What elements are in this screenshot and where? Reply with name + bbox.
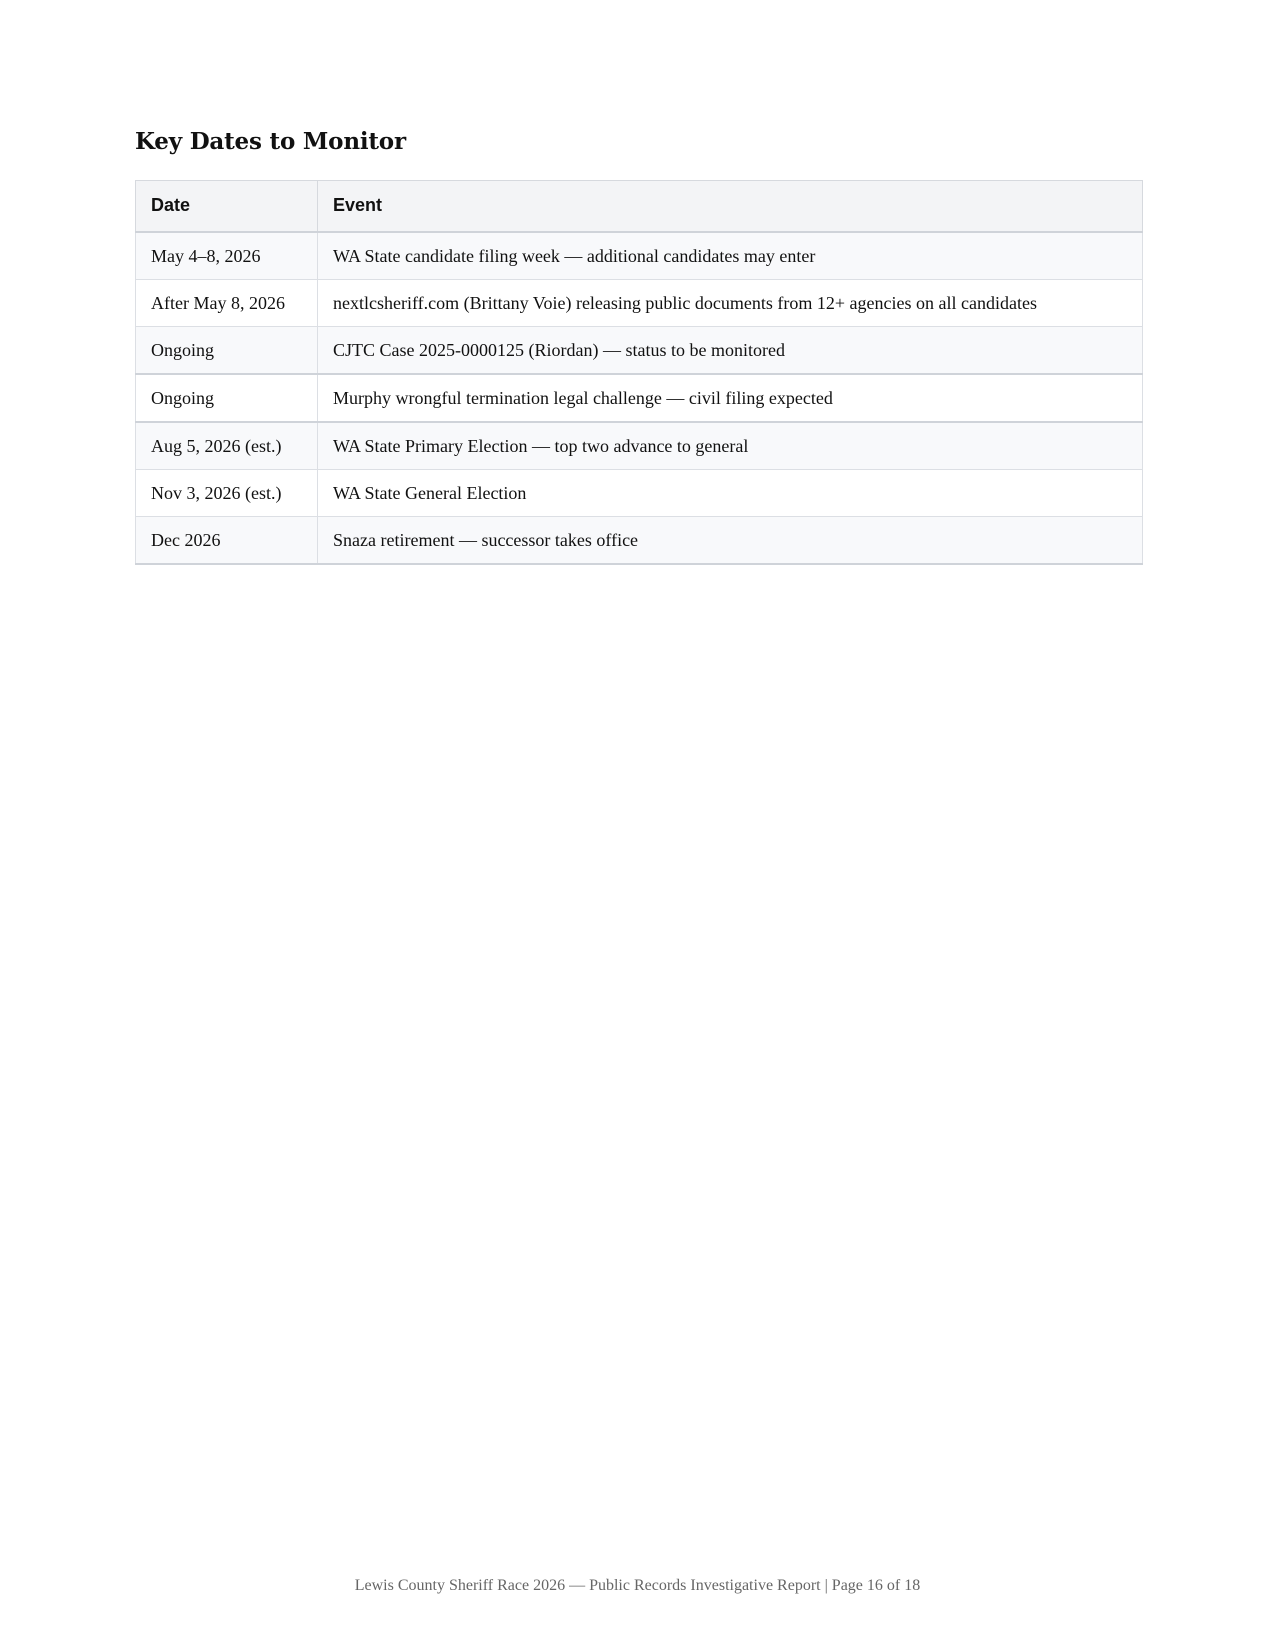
key-dates-table bbox=[135, 180, 1143, 565]
row-event: nextlcsheriff.com (Brittany Voie) releasing public documents from 12+ agencies on all candidates bbox=[318, 279, 1143, 326]
table-header-row bbox=[136, 181, 1143, 232]
row-date: Nov 3, 2026 (est.) bbox=[136, 469, 318, 516]
row-date: Dec 2026 bbox=[136, 516, 318, 564]
row-event: Snaza retirement — successor takes office bbox=[318, 516, 1143, 564]
row-event: Murphy wrongful termination legal challenge — civil filing expected bbox=[318, 374, 1143, 422]
table-row bbox=[136, 232, 1143, 280]
table-row bbox=[136, 326, 1143, 374]
table-row bbox=[136, 422, 1143, 470]
row-date: After May 8, 2026 bbox=[136, 279, 318, 326]
row-event: WA State candidate filing week — additional candidates may enter bbox=[318, 232, 1143, 280]
row-date: Ongoing bbox=[136, 326, 318, 374]
row-event: WA State General Election bbox=[318, 469, 1143, 516]
row-event: WA State Primary Election — top two advance to general bbox=[318, 422, 1143, 470]
table-row bbox=[136, 516, 1143, 564]
table-row bbox=[136, 279, 1143, 326]
section-title: Key Dates to Monitor bbox=[135, 128, 406, 155]
row-date: Ongoing bbox=[136, 374, 318, 422]
table-row bbox=[136, 374, 1143, 422]
row-date: Aug 5, 2026 (est.) bbox=[136, 422, 318, 470]
row-event: CJTC Case 2025-0000125 (Riordan) — status to be monitored bbox=[318, 326, 1143, 374]
row-date: May 4–8, 2026 bbox=[136, 232, 318, 280]
column-header-event: Event bbox=[318, 181, 1143, 232]
page-footer: Lewis County Sheriff Race 2026 — Public Records Investigative Report | Page 16 of 18 bbox=[354, 1577, 921, 1594]
column-header-date: Date bbox=[136, 181, 318, 232]
table-row bbox=[136, 469, 1143, 516]
